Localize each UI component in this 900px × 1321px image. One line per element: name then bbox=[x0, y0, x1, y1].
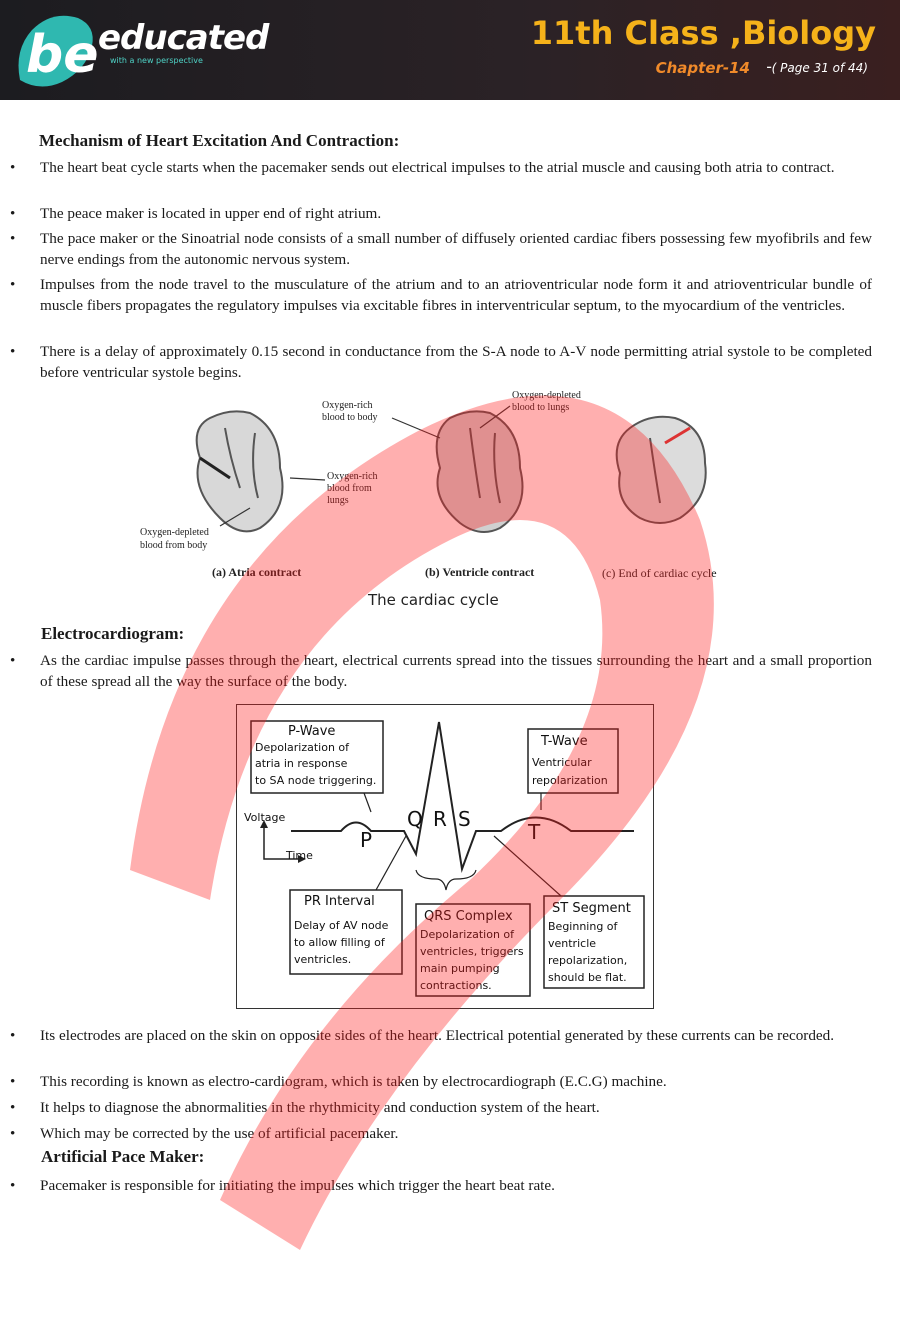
letter-s: S bbox=[458, 807, 471, 831]
p-wave-line-3: to SA node triggering. bbox=[255, 774, 377, 787]
panel-c-label: (c) End of cardiac cycle bbox=[602, 566, 717, 580]
list-item bbox=[10, 650, 872, 692]
bullet-text: The peace maker is located in upper end of right atrium. bbox=[40, 205, 382, 222]
p-wave-line-1: Depolarization of bbox=[255, 741, 350, 754]
bullet-text: Impulses from the node travel to the musculature of the atrium and to an atrioventricular node form it and atrioventricular bundle of muscle fibers propagates the regulatory impulses via excitable fibres in interventricular septum, to the myocardium of the ventricles. bbox=[40, 276, 872, 314]
ecg-diagram bbox=[236, 704, 654, 1009]
be-logo-icon bbox=[12, 10, 100, 92]
list-item bbox=[10, 341, 872, 383]
label-o2-rich-body-1: Oxygen-rich bbox=[322, 400, 373, 411]
st-line-2: ventricle bbox=[548, 937, 597, 950]
label-o2-depleted-body-2: blood from body bbox=[140, 540, 208, 551]
bullet-icon: • bbox=[10, 159, 16, 176]
list-item bbox=[10, 1071, 872, 1092]
heart-illustration-b bbox=[437, 411, 523, 532]
bullet-icon: • bbox=[10, 343, 16, 360]
list-item bbox=[10, 1175, 872, 1196]
class-title: 11th Class ,Biology bbox=[530, 14, 876, 52]
mechanism-heading: Mechanism of Heart Excitation And Contraction: bbox=[39, 131, 400, 150]
bullet-icon: • bbox=[10, 1073, 16, 1090]
bullet-icon: • bbox=[10, 1099, 16, 1116]
pacemaker-heading: Artificial Pace Maker: bbox=[41, 1147, 205, 1166]
letter-p: P bbox=[360, 828, 373, 852]
t-wave-title: T-Wave bbox=[541, 734, 588, 749]
bullet-icon: • bbox=[10, 205, 16, 222]
cardiac-cycle-figure bbox=[130, 388, 780, 610]
chapter-label: Chapter-14 bbox=[655, 59, 750, 77]
figure-caption: The cardiac cycle bbox=[368, 591, 499, 609]
pr-interval-title: PR Interval bbox=[304, 894, 375, 909]
bullet-icon: • bbox=[10, 276, 16, 293]
bullet-text: This recording is known as electro-cardiogram, which is taken by electrocardiograph (E.C.G) machine. bbox=[40, 1073, 667, 1090]
qrs-line-4: contractions. bbox=[420, 979, 492, 992]
label-pointer bbox=[290, 478, 325, 480]
pr-interval-line-2: to allow filling of bbox=[294, 936, 385, 949]
axis-time-label: Time bbox=[286, 849, 313, 862]
qrs-line-1: Depolarization of bbox=[420, 928, 515, 941]
bullet-icon: • bbox=[10, 1027, 16, 1044]
t-wave-line-2: repolarization bbox=[532, 774, 608, 787]
bullet-icon: • bbox=[10, 1177, 16, 1194]
letter-q: Q bbox=[407, 807, 423, 831]
bullet-text: As the cardiac impulse passes through the heart, electrical currents spread into the tissues surrounding the heart and a small proportion of these spread all the way the surface of the body. bbox=[40, 652, 872, 690]
st-title: ST Segment bbox=[552, 901, 631, 916]
bullet-icon: • bbox=[10, 230, 16, 247]
pr-interval-line-1: Delay of AV node bbox=[294, 919, 389, 932]
bullet-text: Pacemaker is responsible for initiating the impulses which trigger the heart beat rate. bbox=[40, 1177, 555, 1194]
page-header bbox=[0, 0, 900, 100]
qrs-title: QRS Complex bbox=[424, 909, 513, 924]
label-o2-depleted-lungs-2: blood to lungs bbox=[512, 402, 570, 413]
ecg-heading: Electrocardiogram: bbox=[41, 624, 185, 643]
list-item bbox=[10, 157, 872, 199]
bullet-text: Its electrodes are placed on the skin on opposite sides of the heart. Electrical potential generated by these currents can be recorded. bbox=[40, 1027, 835, 1044]
bullet-icon: • bbox=[10, 1125, 16, 1142]
page-indicator: ( Page 31 of 44) bbox=[771, 61, 868, 75]
t-wave-line-1: Ventricular bbox=[532, 756, 592, 769]
letter-t: T bbox=[528, 820, 541, 844]
label-o2-rich-lungs-3: lungs bbox=[327, 495, 349, 506]
label-o2-depleted-body-1: Oxygen-depleted bbox=[140, 527, 209, 538]
bullet-text: There is a delay of approximately 0.15 second in conductance from the S-A node to A-V node permitting atrial systole to be completed before ventricular systole begins. bbox=[40, 343, 872, 381]
logo-tagline: with a new perspective bbox=[110, 56, 203, 65]
st-line-1: Beginning of bbox=[548, 920, 618, 933]
bullet-text: Which may be corrected by the use of artificial pacemaker. bbox=[40, 1125, 399, 1142]
axis-voltage-label: Voltage bbox=[244, 811, 286, 824]
list-item bbox=[10, 228, 872, 270]
list-item bbox=[10, 1097, 872, 1118]
st-line-4: should be flat. bbox=[548, 971, 627, 984]
list-item bbox=[10, 1123, 872, 1144]
panel-a-label: (a) Atria contract bbox=[212, 565, 302, 579]
heart-illustration-c bbox=[617, 417, 706, 523]
header-separator: - bbox=[766, 57, 772, 76]
label-o2-depleted-lungs-1: Oxygen-depleted bbox=[512, 390, 581, 401]
list-item bbox=[10, 1025, 872, 1067]
qrs-line-2: ventricles, triggers bbox=[420, 945, 524, 958]
bullet-text: It helps to diagnose the abnormalities in the rhythmicity and conduction system of the heart. bbox=[40, 1099, 600, 1116]
label-o2-rich-lungs-2: blood from bbox=[327, 483, 372, 494]
panel-b-label: (b) Ventricle contract bbox=[425, 565, 535, 579]
bullet-text: The pace maker or the Sinoatrial node consists of a small number of diffusely oriented cardiac fibers possessing few myofibrils and few nerve endings from the autonomic nervous system. bbox=[40, 230, 872, 268]
list-item bbox=[10, 203, 872, 224]
logo-mark: be bbox=[26, 25, 99, 85]
st-line-3: repolarization, bbox=[548, 954, 628, 967]
label-pointer bbox=[392, 418, 440, 438]
p-wave-line-2: atria in response bbox=[255, 757, 348, 770]
list-item bbox=[10, 274, 872, 337]
logo-text: educated bbox=[98, 18, 269, 58]
heart-illustration-a bbox=[197, 411, 283, 531]
bullet-text: The heart beat cycle starts when the pacemaker sends out electrical impulses to the atrial muscle and causing both atria to contract. bbox=[40, 159, 835, 176]
label-o2-rich-body-2: blood to body bbox=[322, 412, 378, 423]
qrs-line-3: main pumping bbox=[420, 962, 500, 975]
letter-r: R bbox=[433, 807, 447, 831]
bullet-icon: • bbox=[10, 652, 16, 669]
pr-interval-line-3: ventricles. bbox=[294, 953, 352, 966]
p-wave-title: P-Wave bbox=[288, 724, 336, 739]
label-o2-rich-lungs-1: Oxygen-rich bbox=[327, 471, 378, 482]
